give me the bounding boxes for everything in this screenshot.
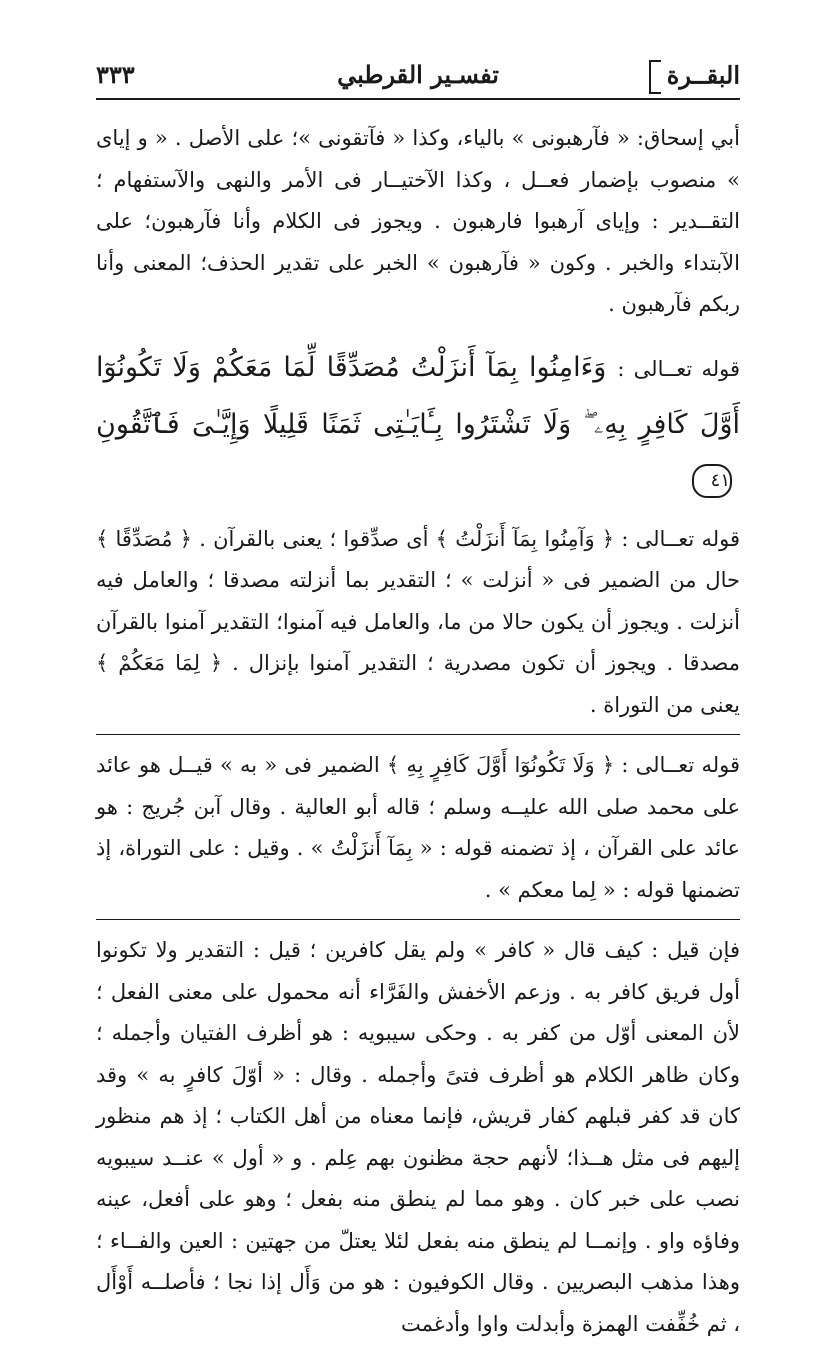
quran-verse xyxy=(96,340,740,509)
section-divider xyxy=(96,919,740,920)
surah-label: البقــرة xyxy=(666,60,740,90)
page-number: ٣٣٣ xyxy=(96,60,135,89)
verse-intro: قوله تعــالى : xyxy=(617,356,740,381)
commentary-paragraph-1: قوله تعــالى : ﴿ وَآمِنُوا بِمَآ أَنزَلْتُ ﴾ أى صدِّقوا ؛ يعنى بالقرآن . ﴿ مُصَدِّقًا ﴾ حال من الضمير فى « أنزلت » ؛ التقدير بما أنزلته مصدقا ؛ والعامل فيه أنزلت . ويجوز أن يكون حالا من ما، والعامل فيه آمنوا؛ التقدير آمنوا بالقرآن مصدقا . ويجوز أن تكون مصدرية ؛ التقدير آمنوا بإنزال . ﴿ لِمَا مَعَكُمْ ﴾ يعنى من التوراة . xyxy=(96,526,740,717)
page-header xyxy=(96,52,740,92)
book-title: تفسـير القرطبي xyxy=(337,60,499,89)
intro-paragraph: أبي إسحاق: « فآرهبونى » بالياء، وكذا « فآتقونى »؛ على الأصل . « و إياى » منصوب بإضمار فعــل ، وكذا الآختيــار فى الأمر والنهى والآستفهام ؛ التقــدير : وإياى آرهبوا فارهبون . ويجوز فى الكلام وأنا فآرهبون؛ على الآبتداء والخبر . وكون « فآرهبون » الخبر على تقدير الحذف؛ المعنى وأنا ربكم فآرهبون . xyxy=(96,126,740,316)
header-rule xyxy=(96,98,740,100)
commentary-paragraph-3: فإن قيل : كيف قال « كافر » ولم يقل كافرين ؛ قيل : التقدير ولا تكونوا أول فريق كافر به . وزعم الأخفش والفَرَّاء أنه محمول على معنى الفعل ؛ لأن المعنى أوّل من كفر به . وحكى سيبويه : هو أظرف الفتيان وأجمله ؛ وكان ظاهر الكلام هو أظرف فتىً وأجمله . وقال : « أوّلَ كافرٍ به » وقد كان قد كفر قبلهم كفار قريش، فإنما معناه من أهل الكتاب ؛ إذ هم منظور إليهم فى مثل هــذا؛ لأنهم حجة مظنون بهم عِلم . و « أول » عنــد سيبويه نصب على خبر كان . وهو مما لم ينطق منه بفعل ؛ وهو على أفعل، عينه وفاؤه واو . وإنمــا لم ينطق منه بفعل لئلا يعتلّ من جهتين : العين والفــاء ؛ وهذا مذهب البصريين . وقال الكوفيون : هو من وَأَل إذا نجا ؛ فأصلــه أَوْأَل ، ثم خُفِّفت الهمزة وأبدلت واوا وأدغمت xyxy=(96,938,740,1336)
section-divider xyxy=(96,734,740,735)
verse-text: وَءَامِنُوا بِمَآ أَنزَلْتُ مُصَدِّقًا لِّمَا مَعَكُمْ وَلَا تَكُونُوٓا أَوَّلَ كَافِرٍ بِهِۦ ۖ وَلَا تَشْتَرُوا بِـَٔايَـٰتِى ثَمَنًا قَلِيلًا وَإِيَّـٰىَ فَٱتَّقُونِ xyxy=(96,351,740,440)
ayah-number-marker: ٤١ xyxy=(692,464,732,498)
commentary-paragraph-2: قوله تعــالى : ﴿ وَلَا تَكُونُوٓا أَوَّلَ كَافِرٍ بِهِ ﴾ الضمير فى « به » قيــل هو عائد على محمد صلى الله عليــه وسلم ؛ قاله أبو العالية . وقال آبن جُريج : هو عائد على القرآن ، إذ تضمنه قوله : « بِمَآ أَنزَلْتُ » . وقيل : على التوراة، إذ تضمنها قوله : « لِما معكم » . xyxy=(96,753,740,902)
